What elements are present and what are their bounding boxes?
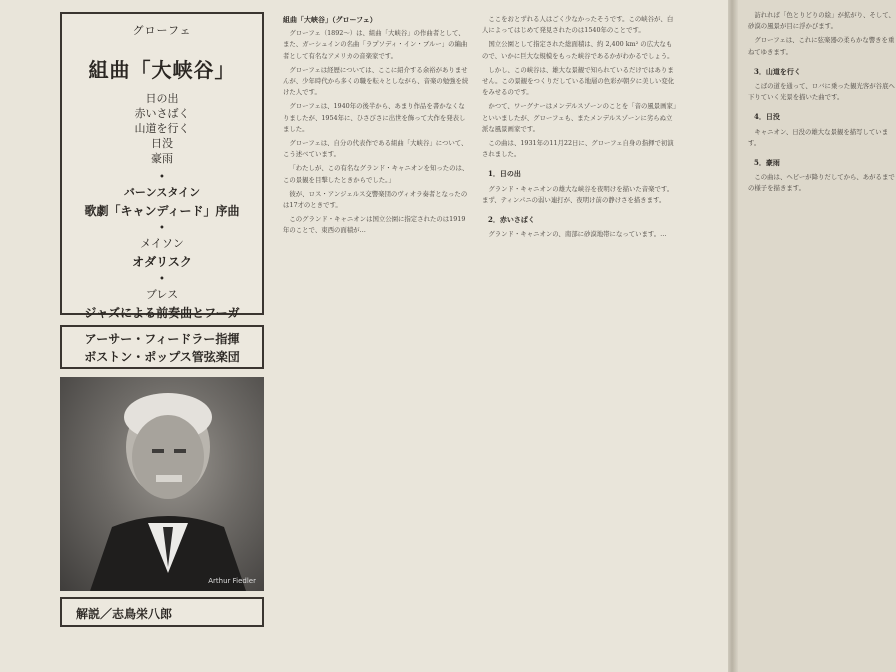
orchestra-line: ボストン・ポップス管弦楽団 xyxy=(84,350,240,364)
paragraph: グランド・キャニオンの雄大な峡谷を夜明けを描いた音楽です。まず、ティンパニの弱い連打が、夜明け前の静けさを描きます。 xyxy=(482,184,674,204)
paragraph: 彼が、ロス・アンジェルス交響楽団のヴィオラ奏者となったのは17才のときです。 xyxy=(283,189,468,210)
paragraph: グランド・キャニオンの、南部に砂漠地帯になっています。… xyxy=(488,230,667,239)
paragraph: グローフェ（1892〜）は、組曲「大峡谷」の作曲者として、また、ガーシュインの名曲「ラプソディ・イン・ブルー」の編曲者として有名なアメリカの音楽家です。 xyxy=(283,29,468,60)
paragraph: グローフェは、これに弦楽器の柔らかな響きを重ねてゆきます。 xyxy=(748,36,895,56)
paragraph: 「わたしが、この有名なグランド・キャニオンを知ったのは、この景観を目撃したときからでした。」 xyxy=(283,164,469,184)
facing-page xyxy=(738,0,896,672)
notes-column-2 xyxy=(482,14,678,664)
work-title: ジャズによる前奏曲とフーガ xyxy=(84,306,240,320)
composer-name: バーンスタイン xyxy=(123,186,201,199)
work-title: オダリスク xyxy=(132,255,192,269)
movement-list xyxy=(62,91,262,166)
composer-name: グローフェ xyxy=(132,24,192,37)
movement-item: 日没 xyxy=(151,137,173,150)
paragraph: グローフェは、1940年の後半から、あまり作品を書かなくなりましたが、1954年に、ひさびさに出世を飾って大作を発表しました。 xyxy=(283,102,466,133)
photo-caption: Arthur Fiedler xyxy=(208,577,256,585)
composer-name: メイソン xyxy=(140,237,184,250)
paragraph: この曲は、1931年の11月22日に、グローフェ自身の指揮で初演されました。 xyxy=(482,139,674,159)
movement-item: 日の出 xyxy=(145,92,179,105)
page-fold xyxy=(728,0,738,672)
section-title: 3．山道を行く xyxy=(754,66,801,76)
section-title: 4．日没 xyxy=(754,112,780,122)
paragraph: かつて、ワーグナーはメンデルスゾーンのことを「音の風景画家」といいましたが、グローフェも、またメンデルスゾーンに劣らぬ立派な風景画家です。 xyxy=(482,102,677,133)
composer-name: ブレス xyxy=(145,288,179,301)
paragraph: キャニオン、日没の雄大な景観を描写しています。 xyxy=(748,127,889,147)
section-title: 1．日の出 xyxy=(488,169,521,179)
notes-column-1 xyxy=(283,14,471,664)
paragraph: この曲は、ヘビーが降りだしてから、あがるまでの様子を描きます。 xyxy=(748,173,895,193)
conductor-photo xyxy=(60,377,264,591)
conductor-line: アーサー・フィードラー指揮 xyxy=(84,332,240,346)
portrait-illustration xyxy=(60,377,264,591)
paragraph: ここをおとずれる人はごく少なかったそうです。この峡谷が、白人によってはじめて発見されたのは1540年のことです。 xyxy=(482,15,674,35)
work-title: 歌劇「キャンディード」序曲 xyxy=(84,204,240,218)
suite-title: 組曲「大峡谷」 xyxy=(88,58,236,82)
paragraph: グローフェは経歴については、ここに紹介する余裕がありませんが、少年時代から多くの職を転々としながら、音楽の勉強を続けた人です。 xyxy=(283,65,469,97)
section-title: 2．赤いさばく xyxy=(488,215,535,225)
section-subheading: （グローフェ） xyxy=(332,15,377,24)
movement-item: 山道を行く xyxy=(134,122,190,135)
movement-item: 赤いさばく xyxy=(134,107,190,120)
section-heading: 組曲「大峡谷」 xyxy=(283,15,332,24)
section-title: 5．豪雨 xyxy=(754,158,780,168)
paragraph: 国立公園として指定された総面積は、約 2,400 km² の広大なもので、いかに巨大な規模をもった峡谷であるかがわかるでしょう。 xyxy=(482,40,674,60)
notes-column-3 xyxy=(748,10,896,670)
paragraph: こばの道を通って、ロバに乗った観光客が谷底へ下りていく光景を描いた曲です。 xyxy=(748,82,895,102)
paragraph: グローフェは、自分の代表作である組曲「大峡谷」について、こう述べています。 xyxy=(283,139,468,159)
performer-box xyxy=(60,325,264,369)
paragraph: このグランド・キャニオンは国立公園に指定されたのは1919年のことで、東西の面積が… xyxy=(283,215,466,235)
paragraph: しかし、この峡谷は、雄大な景観で知られているだけではありません。この景観をつくりだしている地層の色彩が朝夕に美しい変化をみせるのです。 xyxy=(482,65,675,97)
program-box: グローフェ 組曲「大峡谷」 日の出 赤いさばく 山道を行く 日没 豪雨 • バーンスタイン 歌劇「キャンディード」序曲 • メイソン オダリスク • ブレス ジャズによる前奏曲とフーガ xyxy=(60,12,264,315)
notes-credit: 解説／志鳥栄八郎 xyxy=(60,597,264,627)
paragraph: 訪れれば「色とりどりの絵」が拡がり、そして、砂漠の風景が目に浮かびます。 xyxy=(748,11,895,31)
movement-item: 豪雨 xyxy=(151,152,173,165)
